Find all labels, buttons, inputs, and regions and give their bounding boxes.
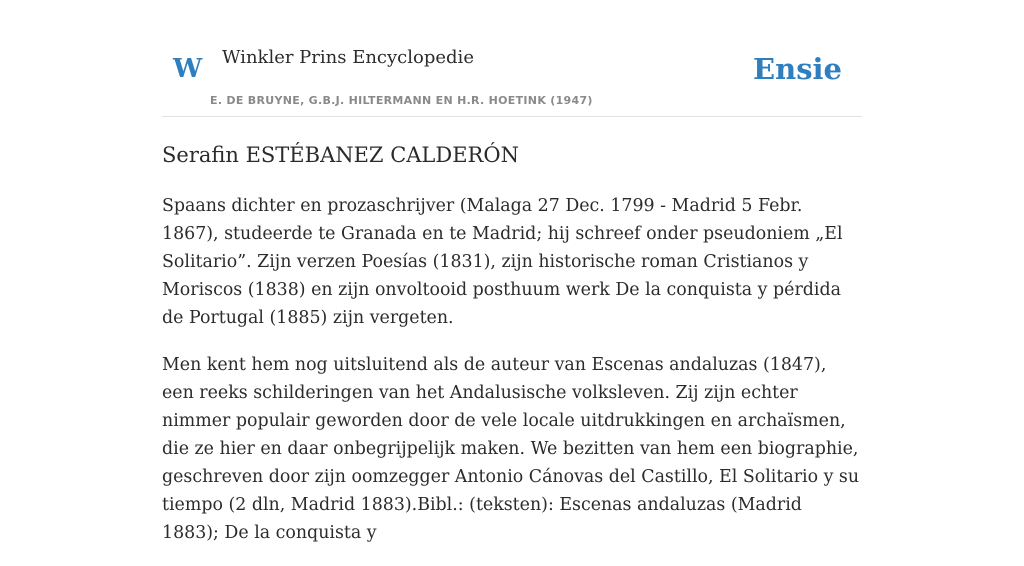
source-header (162, 0, 862, 117)
source-logo[interactable]: W (173, 54, 203, 84)
entry-body (162, 192, 862, 566)
source-title[interactable]: Winkler Prins Encyclopedie (222, 47, 474, 68)
entry-title: Serafin ESTÉBANEZ CALDERÓN (162, 143, 519, 167)
entry-paragraph: Spaans dichter en prozaschrijver (Malaga 27 Dec. 1799 - Madrid 5 Febr. 1867), studeerde te Granada en te Madrid; hij schreef onder pseudoniem „El Solitario”. Zijn verzen Poesías (1831), zijn historische roman Cristianos y Moriscos (1838) en zijn onvoltooid posthuum werk De la conquista y pérdida de Portugal (1885) zijn vergeten. (162, 196, 843, 328)
source-authors: E. DE BRUYNE, G.B.J. HILTERMANN EN H.R. HOETINK (1947) (210, 94, 593, 107)
site-logo[interactable]: Ensie (753, 52, 842, 86)
page (162, 0, 862, 543)
entry-paragraph: Men kent hem nog uitsluitend als de auteur van Escenas andaluzas (1847), een reeks schilderingen van het Andalusische volksleven. Zij zijn echter nimmer populair geworden door de vele locale uitdrukkingen en archaïsmen, die ze hier en daar onbegrijpelijk maken. We bezitten van hem een biographie, geschreven door zijn oomzegger Antonio Cánovas del Castillo, El Solitario y su tiempo (2 dln, Madrid 1883).Bibl.: (teksten): Escenas andaluzas (Madrid 1883); De la conquista y (162, 355, 860, 543)
